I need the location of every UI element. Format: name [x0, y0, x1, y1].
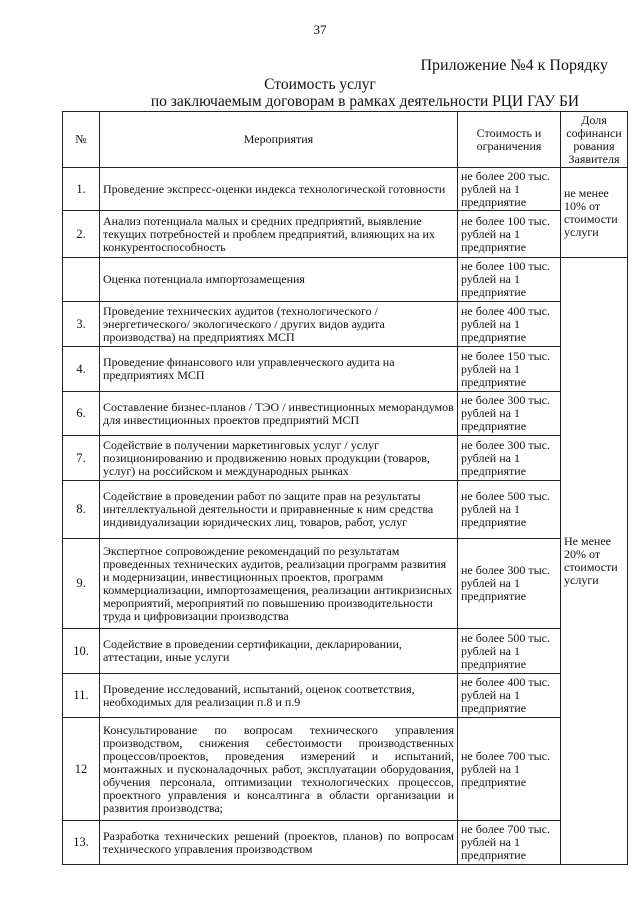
row-num: 10.	[63, 629, 100, 674]
row-num: 13.	[63, 821, 100, 865]
row-cost: не более 300 тыс. рублей на 1 предприятие	[458, 539, 561, 629]
row-cost: не более 150 тыс. рублей на 1 предприятие	[458, 347, 561, 392]
table-row	[63, 392, 628, 436]
row-num: 9.	[63, 539, 100, 629]
row-cost: не более 200 тыс. рублей на 1 предприятие	[458, 168, 561, 211]
page-number: 37	[313, 22, 327, 37]
header-num: №	[63, 112, 100, 168]
row-event: Содействие в проведении работ по защите прав на результаты интеллектуальной деятельности и приравненные к ним средства индивидуализации юридических лиц, товаров, работ, услуг	[100, 481, 458, 539]
row-event: Содействие в проведении сертификации, декларировании, аттестации, иные услуги	[100, 629, 458, 674]
row-cost: не более 100 тыс. рублей на 1 предприятие	[458, 258, 561, 302]
row-event: Экспертное сопровождение рекомендаций по результатам проведенных технических аудитов, реализации программ развития и модернизации, инвестиционных проектов, программ коммерциализации, импортозамещения, реализации антикризисных мероприятий, мероприятий по повышению производительности труда и цифровизации производства	[100, 539, 458, 629]
row-num: 1.	[63, 168, 100, 211]
row-cost: не более 400 тыс. рублей на 1 предприятие	[458, 302, 561, 347]
title-line-2: по заключаемым договорам в рамках деятельности РЦИ ГАУ БИ	[150, 93, 580, 110]
title-line-1: Стоимость услуг	[264, 76, 376, 93]
table-row	[63, 436, 628, 481]
row-cost: не более 700 тыс. рублей на 1 предприятие	[458, 718, 561, 821]
row-event: Проведение технических аудитов (технологического / энергетического/ экологического / других видов аудита производства) на предприятиях МСП	[100, 302, 458, 347]
row-event: Проведение экспресс-оценки индекса технологической готовности	[100, 168, 458, 211]
table-row	[63, 718, 628, 821]
row-num: 7.	[63, 436, 100, 481]
table-row	[63, 539, 628, 629]
row-num: 8.	[63, 481, 100, 539]
table-row	[63, 629, 628, 674]
share-group-2: Не менее 20% от стоимости услуги	[561, 258, 628, 865]
row-num: 4.	[63, 347, 100, 392]
table-header-row	[63, 112, 628, 168]
row-event: Оценка потенциала импортозамещения	[100, 258, 458, 302]
services-table	[62, 111, 628, 865]
appendix-label: Приложение №4 к Порядку	[420, 57, 608, 74]
row-num: 6.	[63, 392, 100, 436]
table-row	[63, 481, 628, 539]
table-row	[63, 347, 628, 392]
header-cost: Стоимость и ограничения	[458, 112, 561, 168]
row-cost: не более 100 тыс. рублей на 1 предприятие	[458, 211, 561, 258]
row-event: Консультирование по вопросам технического управления производством, снижения себестоимости производственных процессов/проектов, проведения измерений и испытаний, монтажных и пусконаладочных работ, эксплуатации оборудования, обучения персонала, оптимизации технологических процессов, проектного управления и консалтинга в области организации и развития производства;	[100, 718, 458, 821]
row-num: 2.	[63, 211, 100, 258]
row-event: Содействие в получении маркетинговых услуг / услуг позиционированию и продвижению новых продукции (товаров, услуг) на российском и международных рынках	[100, 436, 458, 481]
table-row	[63, 168, 628, 211]
row-event: Проведение финансового или управленческого аудита на предприятиях МСП	[100, 347, 458, 392]
row-cost: не более 700 тыс. рублей на 1 предприятие	[458, 821, 561, 865]
row-num: 12	[63, 718, 100, 821]
row-cost: не более 300 тыс. рублей на 1 предприятие	[458, 436, 561, 481]
row-num: 11.	[63, 674, 100, 718]
row-event: Анализ потенциала малых и средних предприятий, выявление текущих потребностей и проблем предприятий, влияющих на их конкурентоспособность	[100, 211, 458, 258]
row-event: Проведение исследований, испытаний, оценок соответствия, необходимых для реализации п.8 и п.9	[100, 674, 458, 718]
header-share: Доля софинанси рования Заявителя	[561, 112, 628, 168]
document-title	[0, 76, 640, 110]
share-group-1: не менее 10% от стоимости услуги	[561, 168, 628, 258]
row-num	[63, 258, 100, 302]
table-row	[63, 258, 628, 302]
row-cost: не более 400 тыс. рублей на 1 предприятие	[458, 674, 561, 718]
row-cost: не более 500 тыс. рублей на 1 предприятие	[458, 629, 561, 674]
table-row	[63, 302, 628, 347]
row-cost: не более 300 тыс. рублей на 1 предприятие	[458, 392, 561, 436]
table-row	[63, 821, 628, 865]
row-event: Составление бизнес-планов / ТЭО / инвестиционных меморандумов для инвестиционных проектов предприятий МСП	[100, 392, 458, 436]
row-num: 3.	[63, 302, 100, 347]
table-row	[63, 674, 628, 718]
table-row	[63, 211, 628, 258]
row-event: Разработка технических решений (проектов, планов) по вопросам технического управления производством	[100, 821, 458, 865]
header-event: Мероприятия	[100, 112, 458, 168]
row-cost: не более 500 тыс. рублей на 1 предприятие	[458, 481, 561, 539]
